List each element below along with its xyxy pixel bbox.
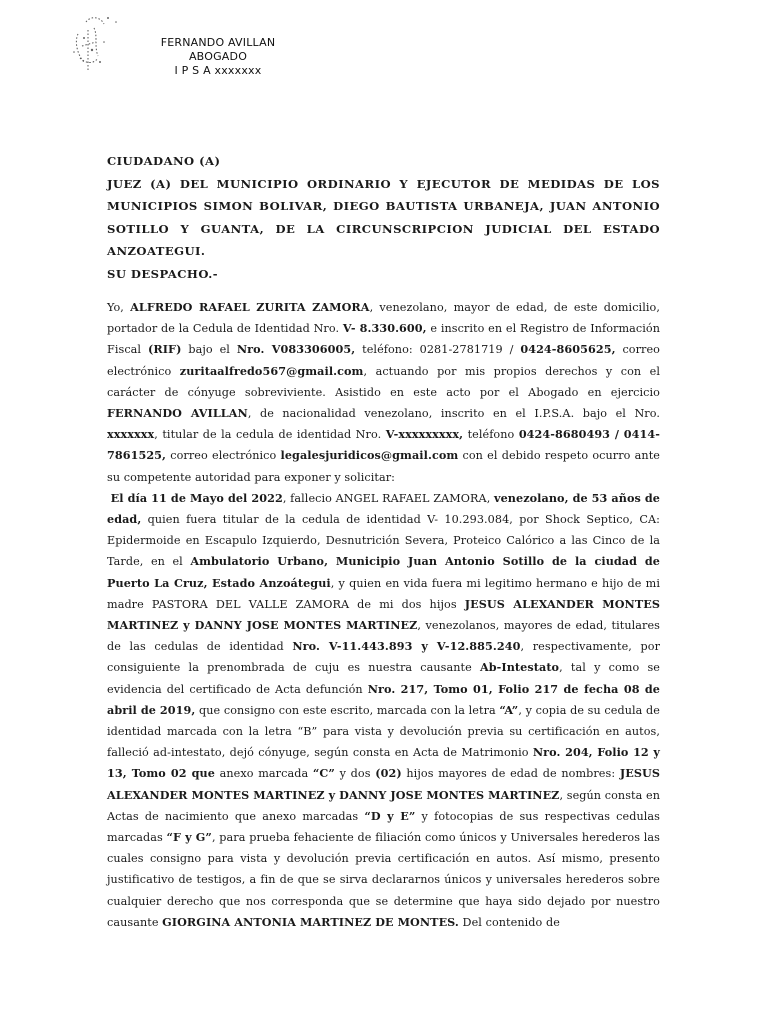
p2-bold: venezolano, de 53 años de edad, — [107, 490, 660, 527]
p1-bold: V- 8.330.600, — [342, 321, 427, 336]
p2-bold: Ab-Intestato — [480, 660, 560, 675]
paragraph-introduction — [107, 297, 660, 488]
addressee-office: SU DESPACHO.- — [107, 266, 218, 281]
p2-text: , fallecio ANGEL RAFAEL ZAMORA, — [282, 491, 494, 505]
seal-drawing — [64, 12, 128, 76]
p1-bold: legalesjuridicos@gmail.com — [280, 448, 459, 463]
lawyer-ipsa: I P S A xxxxxxx — [174, 64, 262, 77]
p1-bold: FERNANDO AVILLAN — [107, 406, 248, 421]
p1-bold: zuritaalfredo567@gmail.com — [179, 363, 364, 378]
p2-text: y dos — [334, 767, 376, 781]
p2-text: Del contenido de — [458, 915, 560, 929]
p2-text: y fotocopias de sus respectivas cedulas marcadas — [107, 809, 660, 845]
p1-bold: V-xxxxxxxxx, — [385, 427, 464, 442]
addressee-block — [107, 150, 660, 285]
p2-bold: GIORGINA ANTONIA MARTINEZ DE MONTES. — [162, 914, 459, 929]
addressee-court: JUEZ (A) DEL MUNICIPIO ORDINARIO Y EJECUTOR DE MEDIDAS DE LOS MUNICIPIOS SIMON BOLIVAR, DIEGO BAUTISTA URBANEJA, JUAN ANTONIO SOTILLO Y GUANTA, DE LA CIRCUNSCRIPCION JUDICIAL DEL ESTADO ANZOATEGUI. — [107, 176, 660, 258]
p2-text: , y copia de su cedula de identidad marcada con la letra “B” para vista y devolución previa su certificación en autos, falleció ad-intestato, dejó cónyuge, según consta en Acta de Matrimonio — [107, 703, 660, 760]
p2-bold: El día 11 de Mayo del 2022 — [110, 490, 283, 505]
p2-text: , y quien en vida fuera mi legitimo hermano e hijo de mi madre PASTORA DEL VALLE ZAMORA de mi dos hijos — [107, 576, 660, 611]
p1-text: bajo el — [181, 343, 237, 357]
letter-body — [107, 297, 660, 933]
lawyer-seal-logo — [64, 12, 128, 76]
p1-bold: 0424-8680493 / 0414- 7861525, — [107, 427, 660, 463]
p2-text: anexo marcada — [214, 767, 313, 781]
p1-text: e inscrito en el Registro de Información Fiscal — [107, 322, 660, 357]
p1-text: , titular de la cedula de identidad Nro. — [154, 428, 386, 442]
p1-text: teléfono: 0281-2781719 / — [355, 343, 521, 357]
p2-bold: “A” — [499, 702, 519, 717]
addressee-salutation: CIUDADANO (A) — [107, 154, 221, 168]
p1-text: , actuando por mis propios derechos y con el carácter de cónyuge sobreviviente. Asistido en este acto por el Abogado en ejercicio — [107, 364, 660, 399]
p1-bold: Nro. V083306005, — [236, 342, 356, 357]
p2-bold: Ambulatorio Urbano, Municipio Juan Antonio Sotillo de la ciudad de Puerto La Cruz, Estado Anzoátegui — [107, 554, 660, 590]
p2-text: que consigno con este escrito, marcada con la letra — [195, 703, 500, 717]
p1-text: correo electrónico — [107, 343, 660, 378]
p1-text: , de nacionalidad venezolano, inscrito en el I.P.S.A. bajo el Nro. — [247, 407, 660, 421]
p2-bold: JESUS ALEXANDER MONTES MARTINEZ y DANNY JOSE MONTES MARTINEZ — [107, 766, 660, 802]
p1-text: , venezolano, mayor de edad, de este domicilio, portador de la Cedula de Identidad Nro. — [107, 301, 660, 336]
lawyer-title: ABOGADO — [188, 50, 248, 63]
p1-bold: xxxxxxx — [107, 427, 155, 442]
p1-text: correo electrónico — [166, 449, 281, 463]
p2-bold: Nro. V-11.443.893 y V-12.885.240 — [292, 639, 521, 654]
p2-text: , según consta en Actas de nacimiento que anexo marcadas — [107, 788, 660, 823]
p2-text: , tal y como se evidencia del certificado de Acta defunción — [107, 661, 660, 696]
p2-text: , para prueba fehaciente de filiación como únicos y Universales herederos las cuales consigno para vista y devolución previa certificación en autos. Así mismo, presento justificativo de testigos, a fin de que se sirva declararnos únicos y universales herederos sobre cualquier derecho que nos corresponda que se determine que haya sido dejado por nuestro causante — [107, 831, 661, 929]
p2-text: , respectivamente, por consiguiente la prenombrada de cuju es nuestra causante — [107, 640, 661, 675]
p2-bold: Nro. 217, Tomo 01, Folio 217 de fecha 08 de abril de 2019, — [107, 681, 660, 717]
p2-text: quien fuera titular de la cedula de identidad V- 10.293.084, por Shock Septico, CA: Epidermoide en Escapulo Izquierdo, Desnutrición Severa, Proteico Calórico a las Cinco de la Tarde, en el — [107, 513, 660, 569]
p2-bold: (02) — [375, 766, 402, 781]
p1-text: Yo, — [107, 301, 131, 314]
p2-text: , venezolanos, mayores de edad, titulares de las cedulas de identidad — [107, 619, 660, 654]
p1-bold: ALFREDO RAFAEL ZURITA ZAMORA — [130, 300, 370, 314]
p1-text: con el debido respeto ocurro ante su competente autoridad para exponer y solicitar: — [107, 449, 660, 484]
letterhead — [148, 36, 288, 78]
p1-bold: 0424-8605625, — [520, 342, 616, 357]
p2-bold: JESUS ALEXANDER MONTES MARTINEZ y DANNY JOSE MONTES MARTINEZ — [107, 596, 660, 633]
p2-bold: Nro. 204, Folio 12 y 13, Tomo 02 que — [107, 745, 661, 781]
p1-bold: (RIF) — [147, 342, 182, 357]
lawyer-name: FERNANDO AVILLAN — [160, 36, 276, 49]
p2-bold: “D y E” — [364, 808, 416, 823]
p1-text: teléfono — [463, 428, 519, 442]
p2-bold: “F y G” — [166, 830, 212, 845]
p2-text: hijos mayores de edad de nombres: — [401, 767, 620, 781]
p2-bold: “C” — [312, 766, 335, 781]
paragraph-facts — [107, 488, 660, 933]
